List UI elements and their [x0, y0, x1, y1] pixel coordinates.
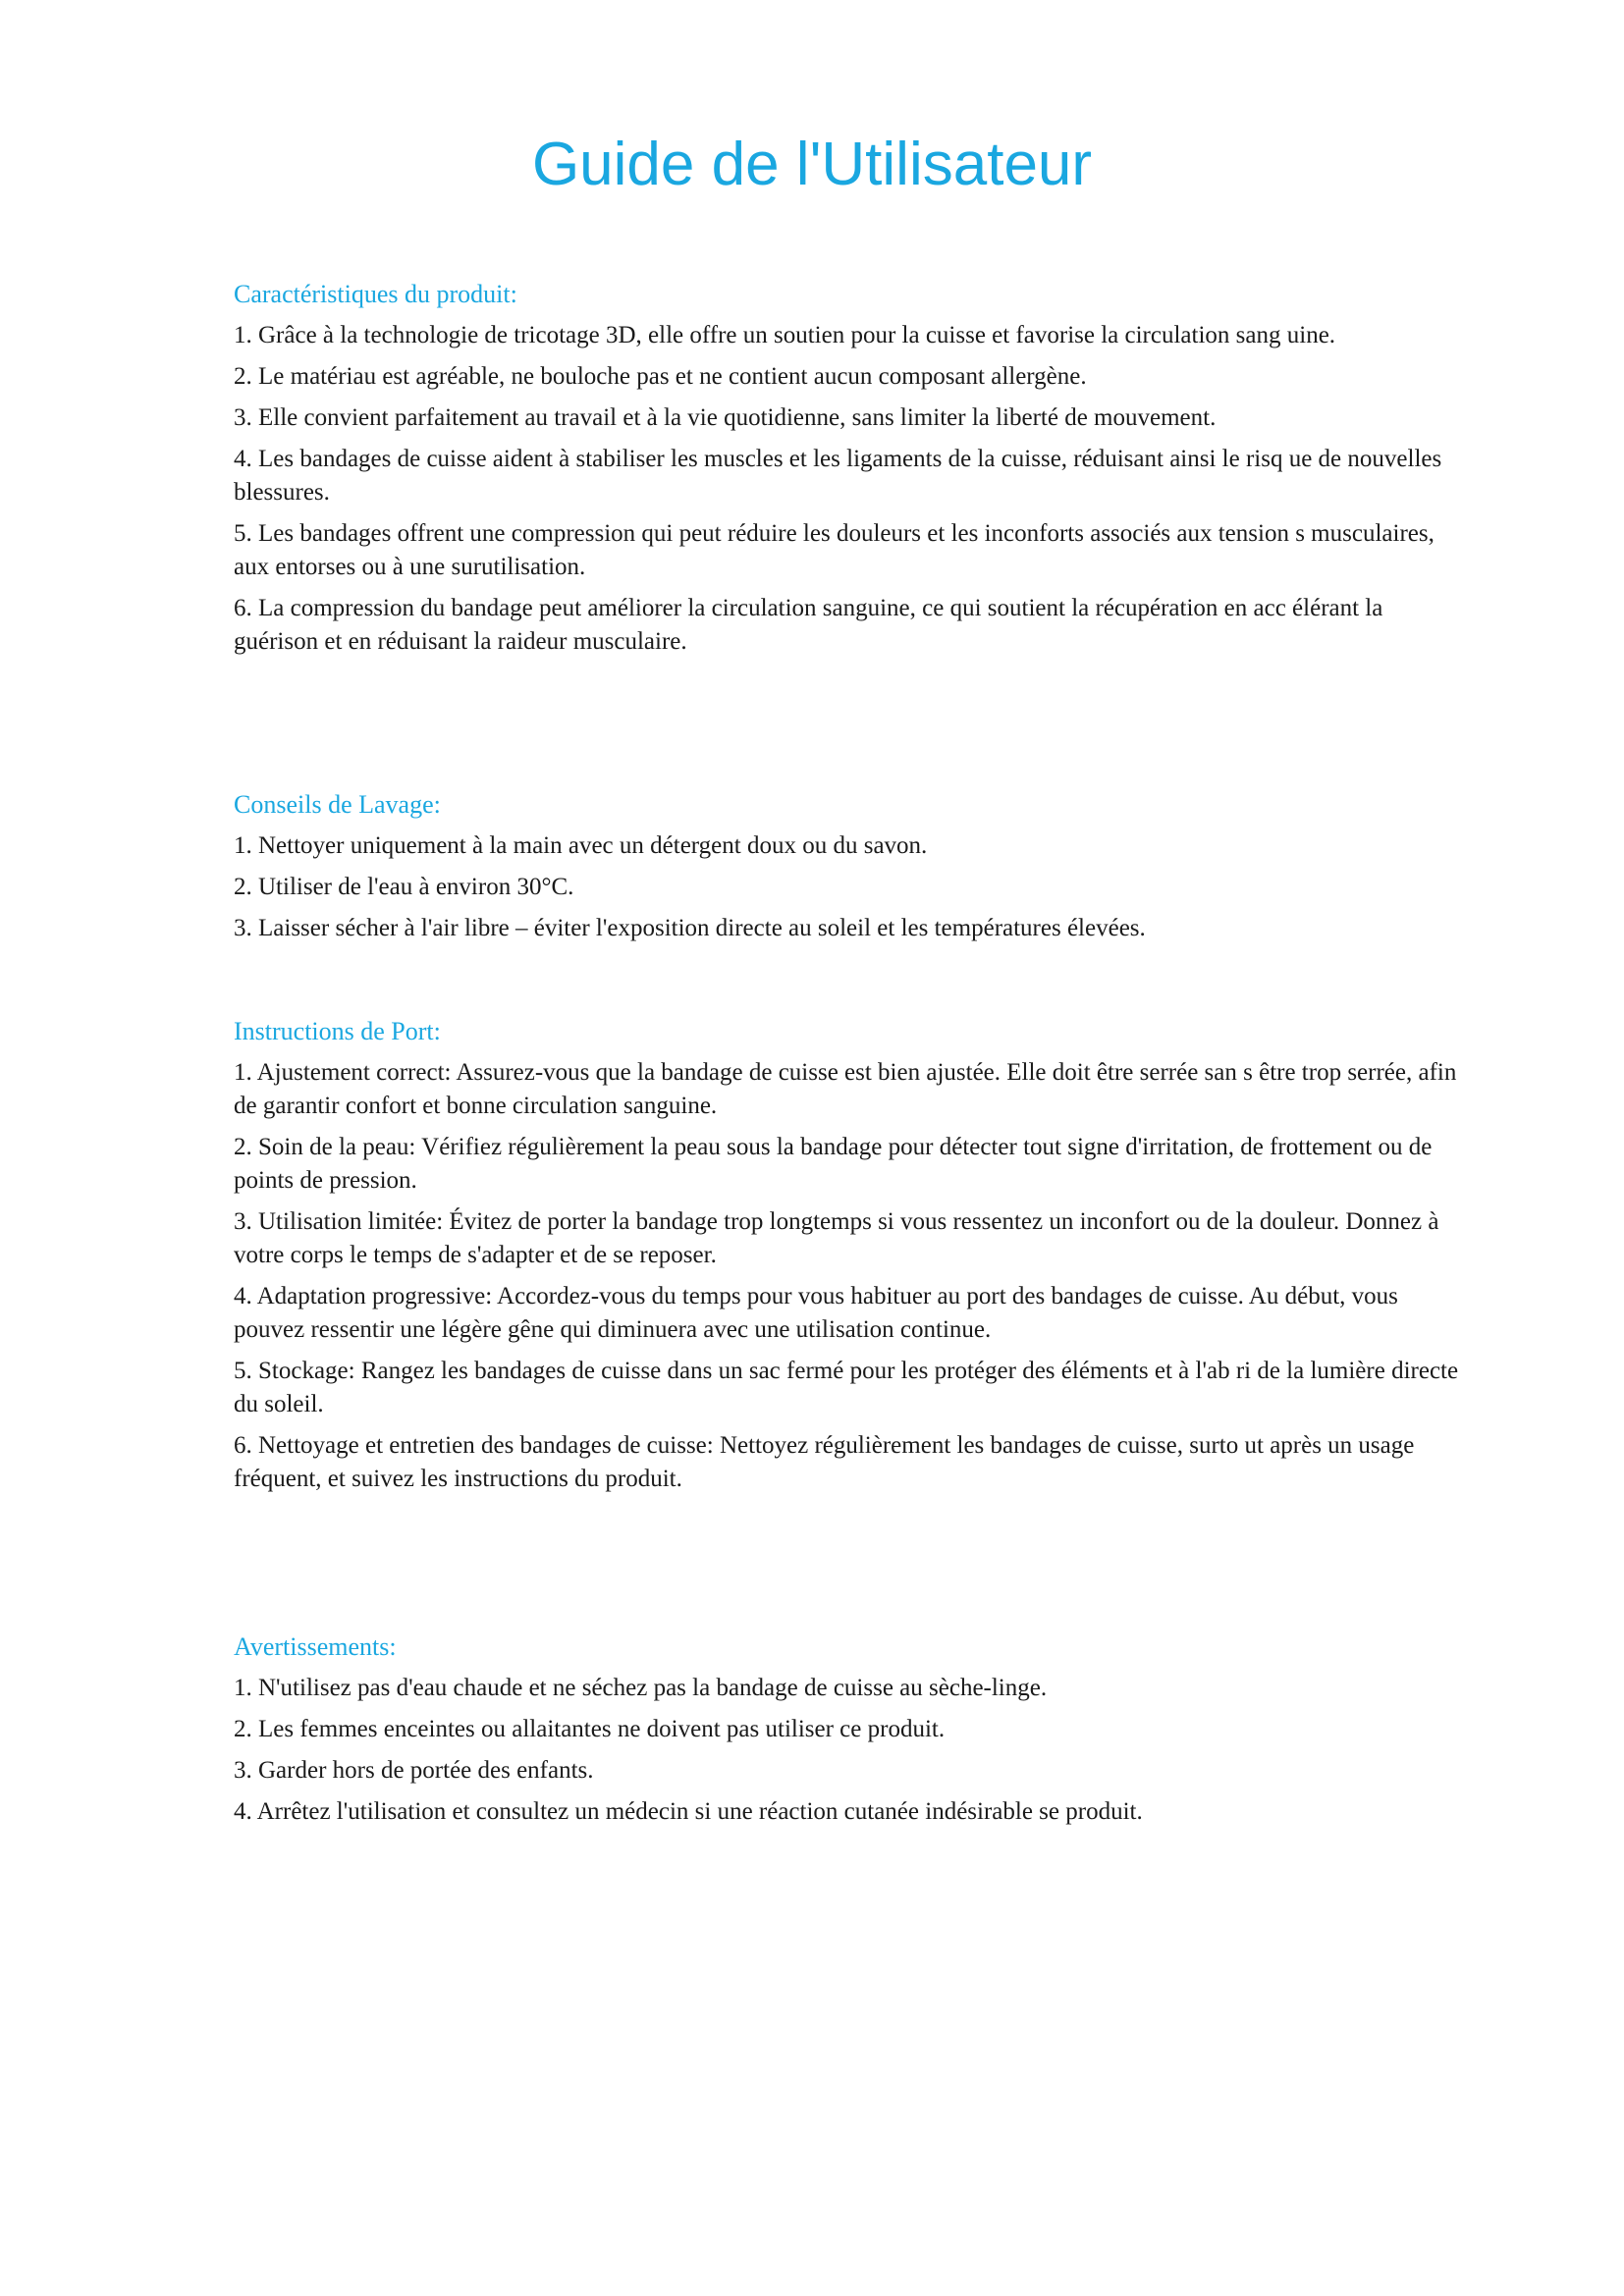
- section-heading: Avertissements:: [234, 1632, 397, 1661]
- list-item: 4. Les bandages de cuisse aident à stabiliser les muscles et les ligaments de la cuisse, réduisant ainsi le risq ue de nouvelles blessures.: [234, 446, 1442, 506]
- list-item: 2. Le matériau est agréable, ne bouloche pas et ne contient aucun composant allergène.: [234, 363, 1087, 390]
- list-item: 3. Laisser sécher à l'air libre – éviter l'exposition directe au soleil et les températures élevées.: [234, 915, 1146, 941]
- list-item: 6. La compression du bandage peut améliorer la circulation sanguine, ce qui soutient la récupération en acc élérant la guérison et en réduisant la raideur musculaire.: [234, 595, 1383, 655]
- list-item: 3. Garder hors de portée des enfants.: [234, 1757, 594, 1784]
- list-item: 1. N'utilisez pas d'eau chaude et ne séchez pas la bandage de cuisse au sèche-linge.: [234, 1675, 1048, 1701]
- section-washing-tips: [234, 788, 1471, 953]
- section-heading: Caractéristiques du produit:: [234, 280, 517, 308]
- section-heading: Instructions de Port:: [234, 1017, 441, 1045]
- list-item: 5. Stockage: Rangez les bandages de cuisse dans un sac fermé pour les protéger des éléments et à l'ab ri de la lumière directe du soleil.: [234, 1358, 1459, 1417]
- list-item: 1. Grâce à la technologie de tricotage 3D, elle offre un soutien pour la cuisse et favorise la circulation sang uine.: [234, 322, 1336, 348]
- page-title: Guide de l'Utilisateur: [531, 131, 1093, 198]
- list-item: 5. Les bandages offrent une compression qui peut réduire les douleurs et les inconforts associés aux tension s musculaires, aux entorses ou à une surutilisation.: [234, 520, 1435, 580]
- section-wearing-instructions: [234, 1015, 1471, 1504]
- list-item: 3. Elle convient parfaitement au travail et à la vie quotidienne, sans limiter la liberté de mouvement.: [234, 404, 1217, 431]
- section-warnings: [234, 1630, 1471, 1837]
- list-item: 2. Utiliser de l'eau à environ 30°C.: [234, 874, 574, 900]
- list-item: 1. Nettoyer uniquement à la main avec un détergent doux ou du savon.: [234, 832, 928, 859]
- list-item: 6. Nettoyage et entretien des bandages de cuisse: Nettoyez régulièrement les bandages de cuisse, surto ut après un usage fréquent, et suivez les instructions du produit.: [234, 1432, 1415, 1492]
- list-item: 2. Soin de la peau: Vérifiez régulièrement la peau sous la bandage pour détecter tout signe d'irritation, de frottement ou de points de pression.: [234, 1134, 1433, 1194]
- list-item: 1. Ajustement correct: Assurez-vous que la bandage de cuisse est bien ajustée. Elle doit être serrée san s être trop serrée, afin de garantir confort et bonne circulation sanguine.: [234, 1059, 1457, 1119]
- list-item: 3. Utilisation limitée: Évitez de porter la bandage trop longtemps si vous ressentez un inconfort ou de la douleur. Donnez à votre corps le temps de s'adapter et de se reposer.: [234, 1208, 1439, 1268]
- list-item: 2. Les femmes enceintes ou allaitantes ne doivent pas utiliser ce produit.: [234, 1716, 946, 1742]
- section-heading: Conseils de Lavage:: [234, 790, 441, 819]
- section-product-features: [234, 278, 1471, 667]
- list-item: 4. Arrêtez l'utilisation et consultez un médecin si une réaction cutanée indésirable se produit.: [234, 1798, 1143, 1825]
- list-item: 4. Adaptation progressive: Accordez-vous du temps pour vous habituer au port des bandages de cuisse. Au début, vous pouvez ressentir une légère gêne qui diminuera avec une utilisation continue.: [234, 1283, 1398, 1343]
